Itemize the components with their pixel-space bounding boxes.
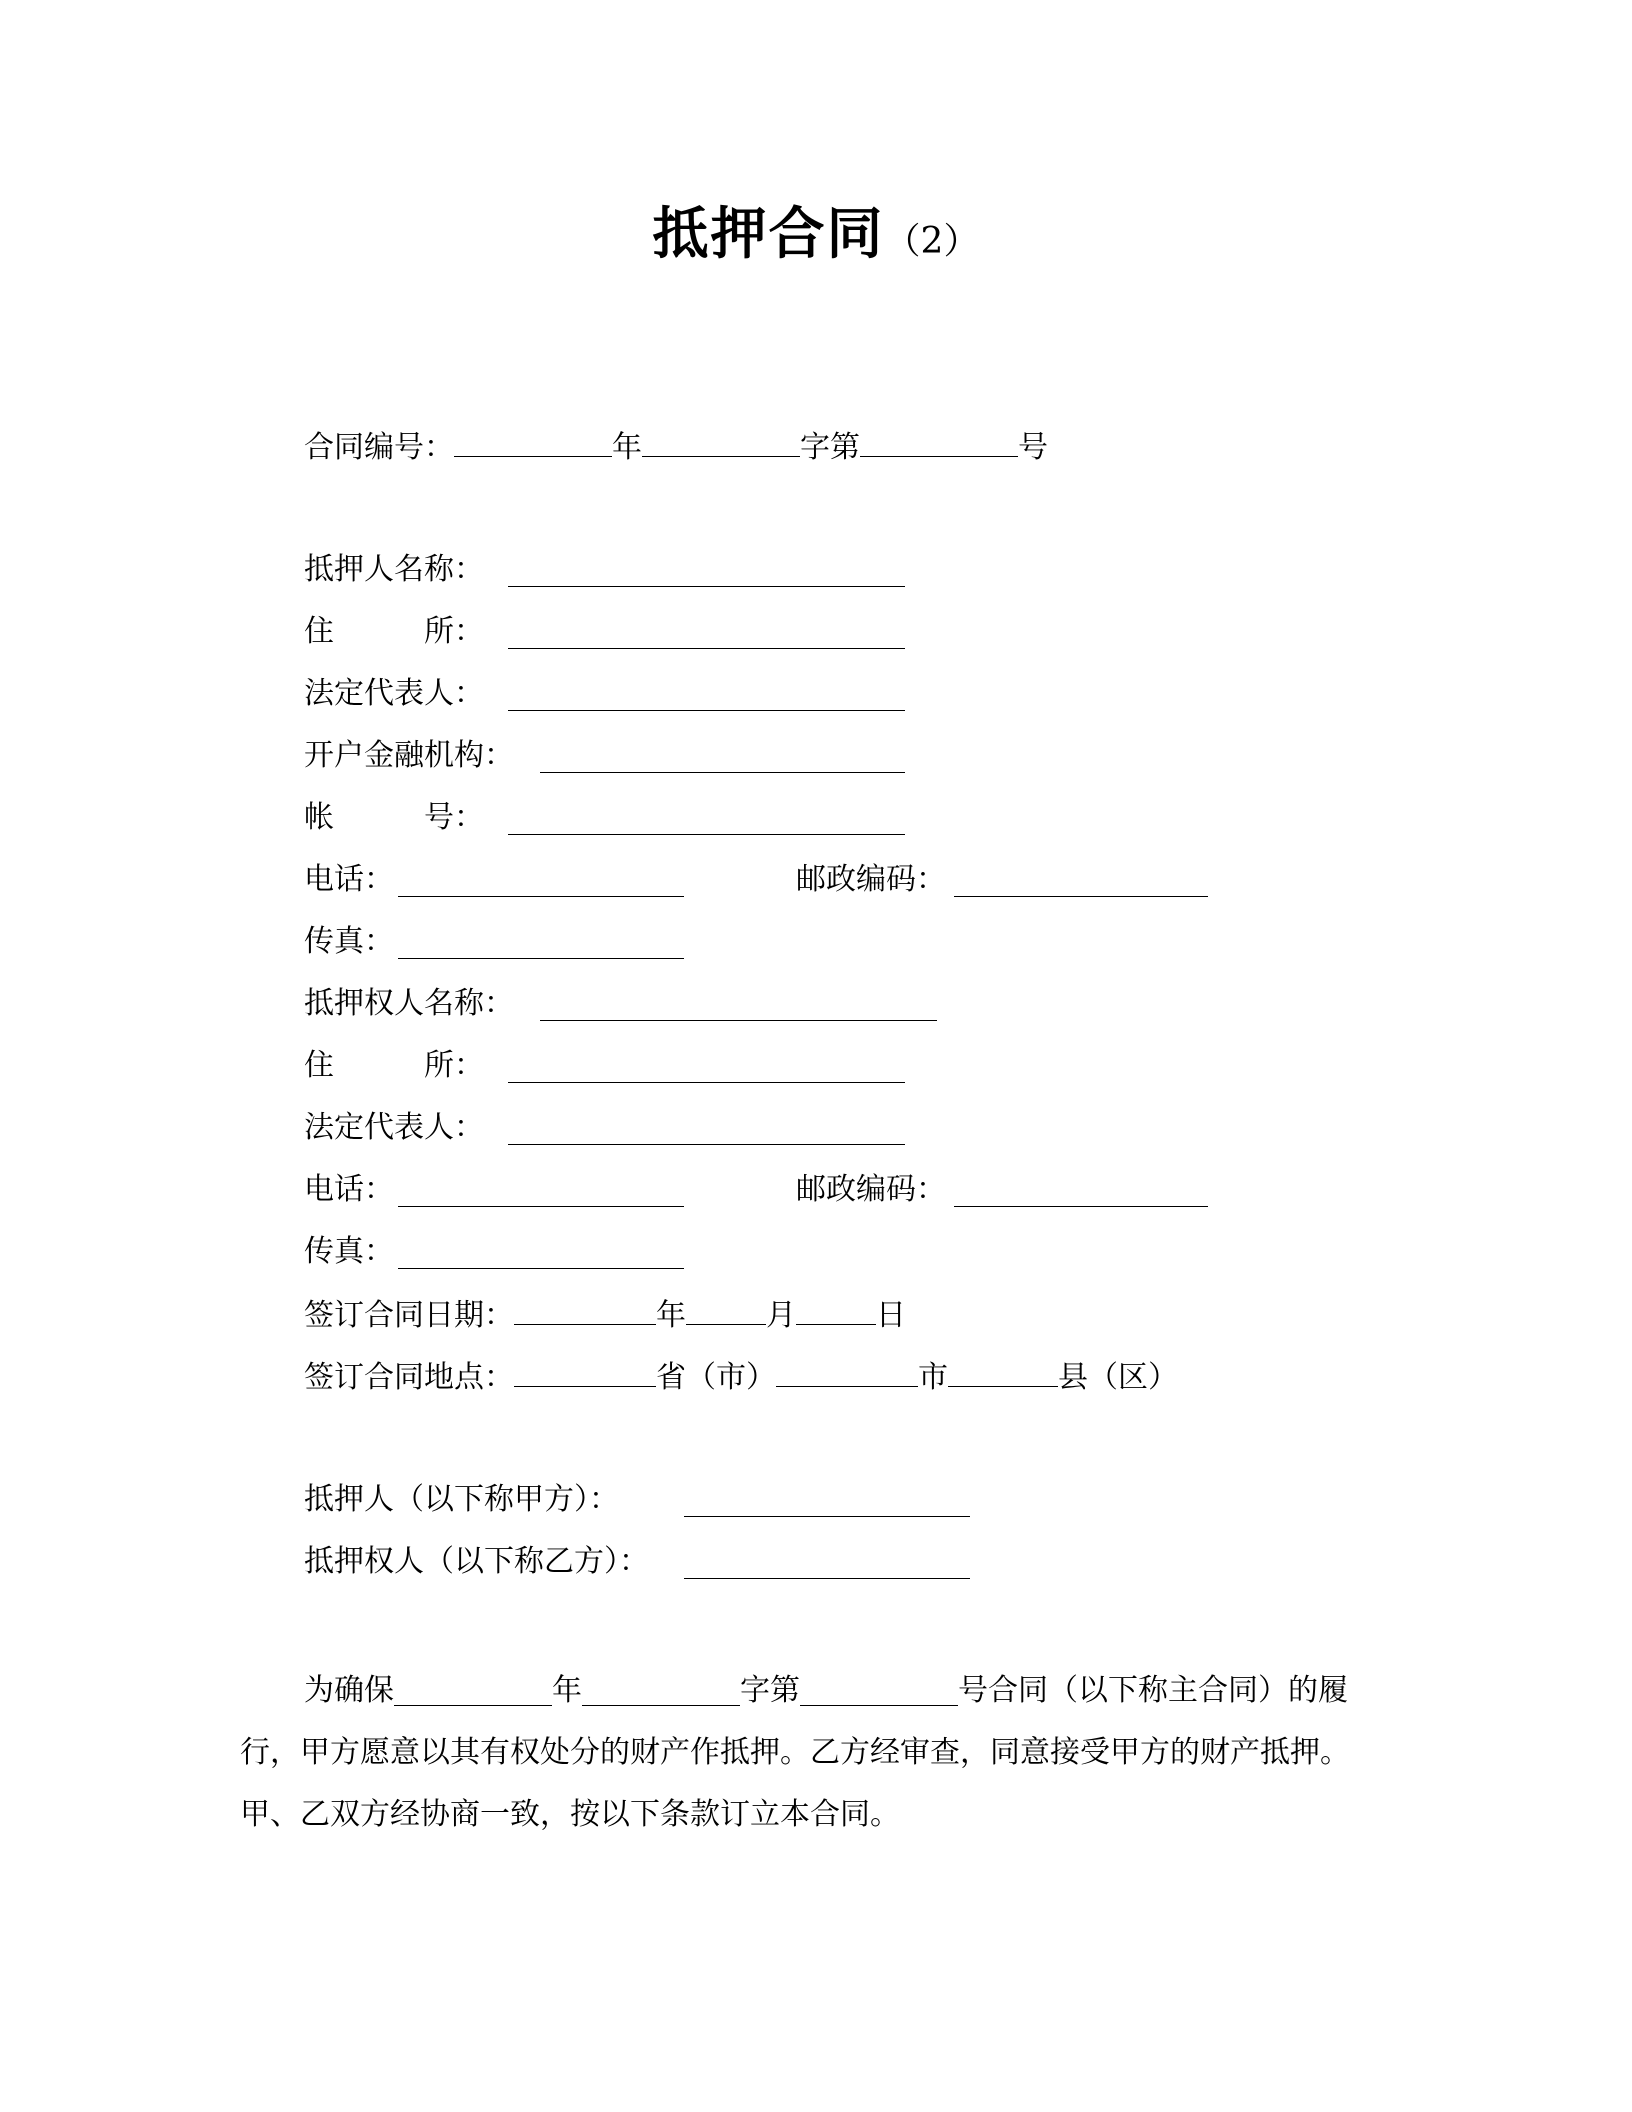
party-a-line [304, 1482, 619, 1518]
party-a-label: 抵押人（以下称甲方）： [304, 1482, 619, 1517]
mortgagor-bank-line [304, 738, 514, 774]
mortgagor-fax-blank[interactable] [398, 956, 684, 959]
contract-zidi-label: 字第 [800, 430, 860, 465]
mortgagor-bank-label: 开户金融机构： [304, 738, 514, 773]
party-b-blank[interactable] [684, 1576, 970, 1579]
intro-line-2: 行，甲方愿意以其有权处分的财产作抵押。乙方经审查，同意接受甲方的财产抵押。 [240, 1735, 1350, 1770]
sign-day-label: 日 [876, 1298, 906, 1333]
mortgagee-fax-label: 传真： [304, 1234, 394, 1269]
contract-year-blank[interactable] [454, 428, 612, 457]
title-main: 抵押合同 [652, 202, 885, 267]
mortgagor-rep-blank[interactable] [508, 708, 905, 711]
intro-line-3: 甲、乙双方经协商一致，按以下条款订立本合同。 [240, 1797, 900, 1832]
mortgagor-address-line [304, 614, 484, 650]
mortgagor-phone-line [304, 862, 394, 898]
mortgagor-address-label: 住 所： [304, 614, 484, 649]
mortgagee-rep-line [304, 1110, 484, 1146]
sign-province-label: 省（市） [656, 1360, 776, 1395]
contract-hao-label: 号 [1018, 430, 1048, 465]
party-b-line [304, 1544, 649, 1580]
mortgagor-postcode-blank[interactable] [954, 894, 1208, 897]
mortgagee-postcode-blank[interactable] [954, 1204, 1208, 1207]
mortgagor-fax-line [304, 924, 394, 960]
mortgagee-name-blank[interactable] [540, 1018, 937, 1021]
mortgagee-address-line [304, 1048, 484, 1084]
title-suffix: （2） [884, 221, 980, 262]
mortgagor-postcode-label: 邮政编码： [796, 862, 946, 897]
mortgagee-postcode-line [796, 1172, 946, 1208]
contract-number-label: 合同编号： [304, 430, 454, 465]
mortgagor-postcode-line [796, 862, 946, 898]
mortgagor-account-line [304, 800, 484, 836]
intro-year-blank[interactable] [394, 1677, 552, 1706]
sign-county-blank[interactable] [948, 1358, 1058, 1387]
mortgagee-fax-blank[interactable] [398, 1266, 684, 1269]
contract-year-label: 年 [612, 430, 642, 465]
sign-city-blank[interactable] [776, 1358, 918, 1387]
mortgagee-postcode-label: 邮政编码： [796, 1172, 946, 1207]
sign-year-label: 年 [656, 1298, 686, 1333]
mortgagee-address-label: 住 所： [304, 1048, 484, 1083]
sign-date-line [304, 1296, 906, 1334]
mortgagee-name-label: 抵押权人名称： [304, 986, 514, 1021]
mortgagor-rep-line [304, 676, 484, 712]
mortgagor-name-line [304, 552, 484, 588]
contract-zi-blank[interactable] [642, 428, 800, 457]
sign-month-blank[interactable] [686, 1296, 766, 1325]
intro-zidi: 字第 [740, 1673, 800, 1708]
mortgagor-address-blank[interactable] [508, 646, 905, 649]
sign-county-label: 县（区） [1058, 1360, 1178, 1395]
mortgagor-phone-label: 电话： [304, 862, 394, 897]
mortgagor-fax-label: 传真： [304, 924, 394, 959]
sign-place-line [304, 1358, 1178, 1396]
contract-hao-blank[interactable] [860, 428, 1018, 457]
sign-city-label: 市 [918, 1360, 948, 1395]
intro-zi-blank[interactable] [582, 1677, 740, 1706]
contract-number-line [304, 428, 1048, 466]
mortgagee-rep-blank[interactable] [508, 1142, 905, 1145]
mortgagee-phone-line [304, 1172, 394, 1208]
party-a-blank[interactable] [684, 1514, 970, 1517]
mortgagor-account-label: 帐 号： [304, 800, 484, 835]
mortgagee-name-line [304, 986, 514, 1022]
mortgagee-fax-line [304, 1234, 394, 1270]
mortgagor-name-label: 抵押人名称： [304, 552, 484, 587]
sign-year-blank[interactable] [514, 1296, 656, 1325]
intro-line-1 [240, 1660, 1390, 1722]
sign-month-label: 月 [766, 1298, 796, 1333]
party-b-label: 抵押权人（以下称乙方）： [304, 1544, 649, 1579]
intro-hao-blank[interactable] [800, 1677, 958, 1706]
sign-province-blank[interactable] [514, 1358, 656, 1387]
mortgagor-bank-blank[interactable] [540, 770, 905, 773]
mortgagee-phone-label: 电话： [304, 1172, 394, 1207]
mortgagee-rep-label: 法定代表人： [304, 1110, 484, 1145]
mortgagor-rep-label: 法定代表人： [304, 676, 484, 711]
mortgagor-account-blank[interactable] [508, 832, 905, 835]
mortgagor-phone-blank[interactable] [398, 894, 684, 897]
intro-year: 年 [552, 1673, 582, 1708]
sign-day-blank[interactable] [796, 1296, 876, 1325]
sign-place-label: 签订合同地点： [304, 1360, 514, 1395]
mortgagor-name-blank[interactable] [508, 584, 905, 587]
sign-date-label: 签订合同日期： [304, 1298, 514, 1333]
mortgagee-phone-blank[interactable] [398, 1204, 684, 1207]
intro-paragraph [240, 1660, 1390, 1846]
intro-start: 为确保 [304, 1673, 394, 1708]
mortgagee-address-blank[interactable] [508, 1080, 905, 1083]
intro-end: 号合同（以下称主合同）的履 [958, 1673, 1348, 1708]
document-title [0, 190, 1632, 270]
